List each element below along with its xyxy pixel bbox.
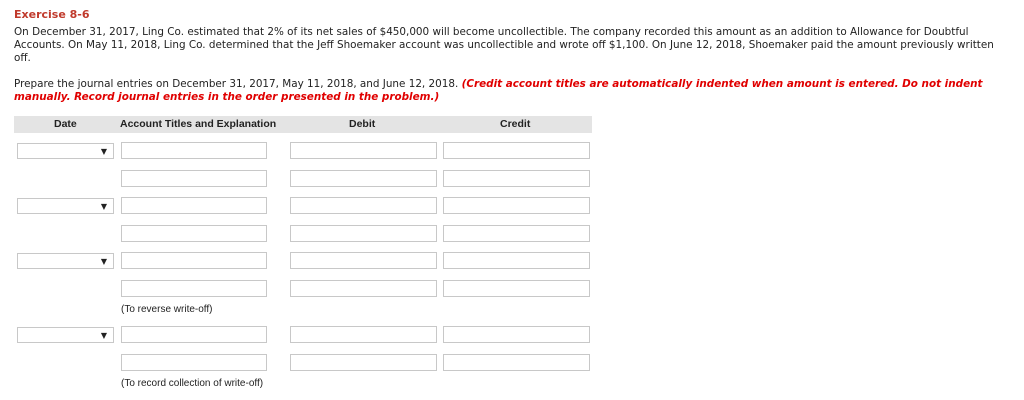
problem-text: On December 31, 2017, Ling Co. estimated that 2% of its net sales of $450,000 will become uncollectible. The company recorded this amount as an addition to Allowance for Doubtful Accounts. On May 11, 2018, Ling Co. determined that the Jeff Shoemaker account was uncollectible and wrote off $1,100. On June 12, 2018, Shoemaker paid the amount previously written off. <box>14 26 994 64</box>
credit-field[interactable] <box>443 326 590 343</box>
date-select[interactable] <box>17 198 114 214</box>
exercise-title: Exercise 8-6 <box>14 8 90 21</box>
account-field[interactable] <box>121 225 267 242</box>
credit-field[interactable] <box>443 280 590 297</box>
date-select[interactable] <box>17 327 114 343</box>
date-select[interactable] <box>17 253 114 269</box>
account-field[interactable] <box>121 142 267 159</box>
header-date: Date <box>54 118 77 130</box>
debit-field[interactable] <box>290 197 437 214</box>
account-field[interactable] <box>121 170 267 187</box>
account-field[interactable] <box>121 197 267 214</box>
debit-field[interactable] <box>290 252 437 269</box>
instructions-text: Prepare the journal entries on December 31, 2017, May 11, 2018, and June 12, 2018. <box>14 78 462 90</box>
journal-table-header <box>14 116 592 133</box>
account-field[interactable] <box>121 252 267 269</box>
chevron-down-icon: ▼ <box>100 331 107 340</box>
entry-explanation: (To record collection of write-off) <box>121 378 264 389</box>
instructions <box>14 78 1009 104</box>
credit-field[interactable] <box>443 225 590 242</box>
account-field[interactable] <box>121 280 267 297</box>
header-debit: Debit <box>349 118 376 130</box>
credit-field[interactable] <box>443 197 590 214</box>
credit-field[interactable] <box>443 252 590 269</box>
instructions-emphasis: (Credit account titles are automatically indented when amount is entered. Do not indent manually. Record journal entries in the order presented in the problem.) <box>14 78 983 103</box>
credit-field[interactable] <box>443 170 590 187</box>
debit-field[interactable] <box>290 280 437 297</box>
entry-explanation: (To reverse write-off) <box>121 304 213 315</box>
header-account: Account Titles and Explanation <box>120 118 277 130</box>
credit-field[interactable] <box>443 354 590 371</box>
account-field[interactable] <box>121 326 267 343</box>
debit-field[interactable] <box>290 326 437 343</box>
credit-field[interactable] <box>443 142 590 159</box>
debit-field[interactable] <box>290 142 437 159</box>
chevron-down-icon: ▼ <box>100 202 107 211</box>
debit-field[interactable] <box>290 354 437 371</box>
debit-field[interactable] <box>290 170 437 187</box>
date-select[interactable] <box>17 143 114 159</box>
account-field[interactable] <box>121 354 267 371</box>
chevron-down-icon: ▼ <box>100 257 107 266</box>
header-credit: Credit <box>500 118 531 130</box>
debit-field[interactable] <box>290 225 437 242</box>
chevron-down-icon: ▼ <box>100 147 107 156</box>
